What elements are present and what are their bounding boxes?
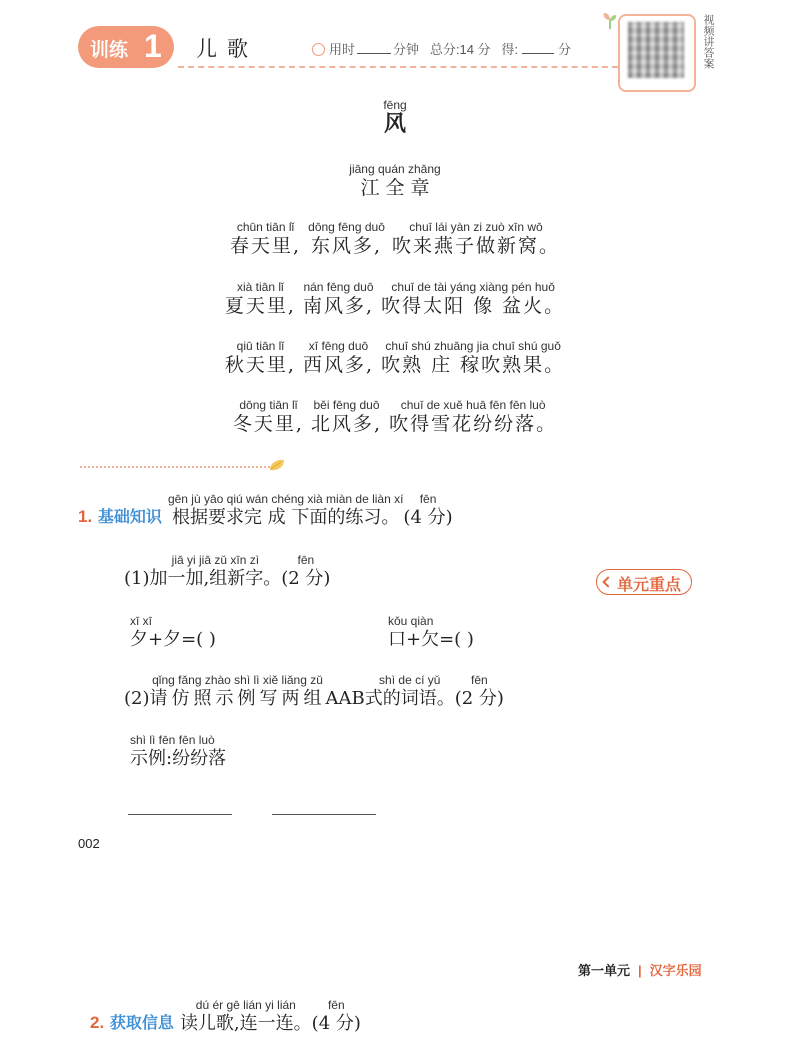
question-2: 2. 获取信息 dú ér gē lián yi lián 读儿歌,连一连。 fēn (4 分)	[90, 998, 361, 1034]
poem-line: xià tiān lǐ 夏天里, nán fēng duō 南风多, chuī de tài yáng xiàng pén huǒ 吹得太阳 像 盆火。	[224, 280, 566, 317]
qr-code[interactable]	[628, 22, 684, 78]
poem-author: jiāng quán zhāng 江 全 章	[349, 162, 441, 199]
equation-2[interactable]: kǒu qiàn 口+欠=( )	[388, 614, 474, 650]
equation-1[interactable]: xī xī 夕+夕=( )	[130, 614, 216, 650]
question-1: 1. 基础知识 gēn jù yāo qiú wán chéng xià miàn de liàn xí 根据要求完 成 下面的练习。 fēn (4 分)	[78, 492, 453, 528]
time-blank[interactable]	[357, 53, 391, 54]
poem-line: dōng tiān lǐ 冬天里, běi fēng duō 北风多, chuī de xuě huā fēn fēn luò 吹得雪花纷纷落。	[232, 398, 558, 435]
unit-key-badge: 单元重点	[596, 569, 692, 595]
footer-section: 汉字乐园	[649, 963, 702, 978]
page-title: 儿歌	[196, 37, 258, 61]
sub-question-2: (2) qǐng fǎng zhào shì lì xiě liǎng zǔ 请仿照示例写两组 AAB shì de cí yǔ 式的词语。 fēn (2 分)	[124, 673, 504, 709]
answer-line-2[interactable]	[272, 814, 376, 815]
score-info	[312, 39, 571, 58]
header-divider	[178, 66, 618, 68]
sprout-icon	[600, 10, 620, 30]
footer: 第一单元 | 汉字乐园	[578, 963, 702, 978]
poem-title: fēng 风	[383, 98, 407, 137]
answer-line-1[interactable]	[128, 814, 232, 815]
sub-question-1: (1) jiā yi jiā zǔ xīn zì 加一加,组新字。 fēn (2 分)	[124, 553, 331, 589]
footer-unit: 第一单元	[578, 963, 631, 978]
question-number: 1.	[78, 507, 93, 526]
question-tag: 基础知识	[97, 509, 162, 526]
score-unit: 分	[558, 42, 572, 57]
score-blank[interactable]	[522, 53, 554, 54]
poem-line: qiū tiān lǐ 秋天里, xī fēng duō 西风多, chuī shú zhuāng jia chuī shú guǒ 吹熟 庄 稼吹熟果。	[224, 339, 566, 376]
badge-label: 训练	[90, 40, 129, 61]
badge-number: 1	[144, 28, 162, 64]
lesson-badge	[78, 26, 174, 68]
poem-line: chūn tiān lǐ 春天里, dōng fēng duō 东风多, chuī lái yàn zi zuò xīn wō 吹来燕子做新窝。	[230, 220, 560, 257]
question-tag: 获取信息	[109, 1015, 174, 1032]
time-unit: 分钟	[393, 42, 420, 57]
clock-icon	[312, 43, 325, 56]
total-score: 总分:14 分	[429, 42, 491, 57]
time-label: 用时	[329, 42, 356, 57]
question-number: 2.	[90, 1013, 105, 1032]
section-divider	[80, 466, 270, 468]
qr-caption: 视频讲答案	[702, 14, 715, 69]
page-number: 002	[78, 836, 100, 851]
leaf-icon	[268, 458, 286, 472]
got-label: 得:	[501, 42, 519, 57]
example: shì lì fēn fēn luò 示例:纷纷落	[130, 733, 227, 769]
